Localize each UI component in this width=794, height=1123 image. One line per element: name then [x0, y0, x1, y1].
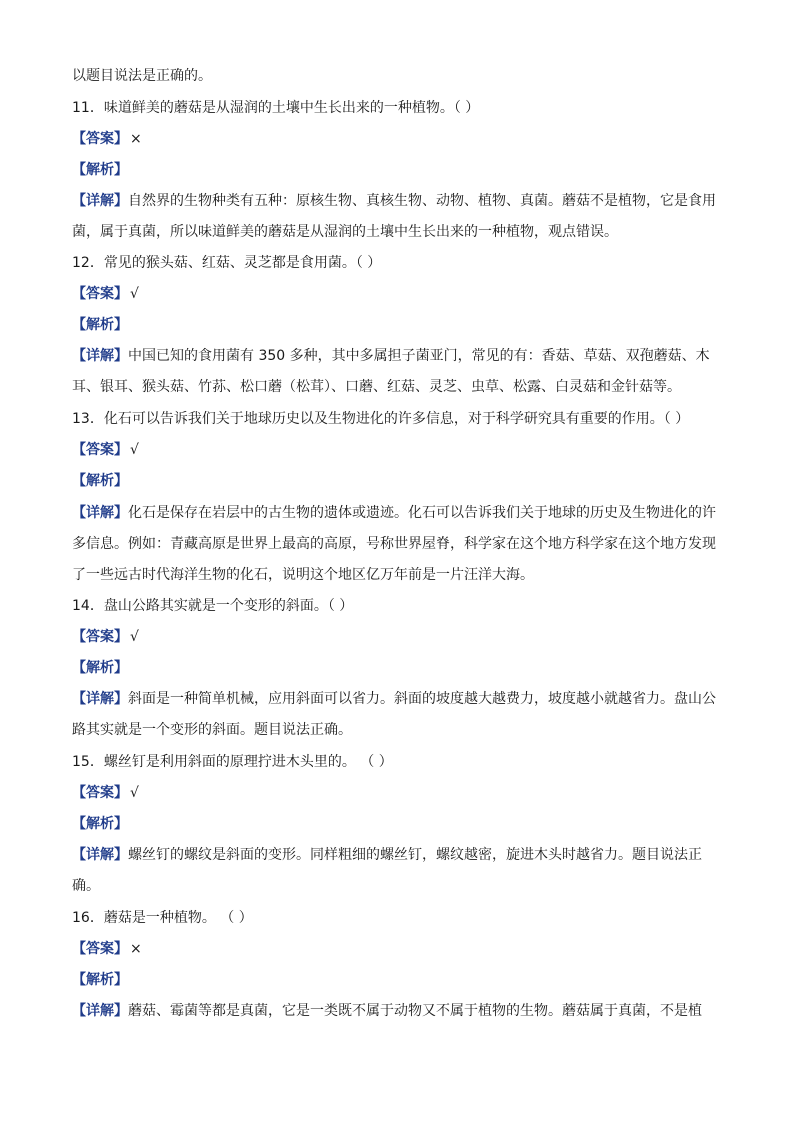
question-13: 13．化石可以告诉我们关于地球历史以及生物进化的许多信息，对于科学研究具有重要的作用。（ ） — [72, 411, 690, 427]
question-11: 11．味道鲜美的蘑菇是从湿润的土壤中生长出来的一种植物。（ ） — [72, 100, 480, 116]
question-12: 12．常见的猴头菇、红菇、灵芝都是食用菌。（ ） — [72, 255, 382, 271]
analysis-label: 【解析】 — [72, 660, 128, 676]
analysis-line — [72, 970, 722, 990]
answer-line — [72, 627, 722, 647]
answer-label: 【答案】 — [72, 442, 128, 458]
analysis-line — [72, 658, 722, 678]
analysis-label: 【解析】 — [72, 473, 128, 489]
detail-continuation: 耳、银耳、猴头菇、竹荪、松口蘑（松茸）、口蘑、红菇、灵芝、虫草、松露、白灵菇和金针菇等。 — [72, 379, 681, 395]
answer-mark: × — [130, 941, 142, 957]
detail-label: 【详解】 — [72, 348, 128, 364]
answer-label: 【答案】 — [72, 286, 128, 302]
answer-mark: √ — [130, 785, 139, 801]
detail-continuation: 多信息。例如：青藏高原是世界上最高的高原，号称世界屋脊，科学家在这个地方科学家在这个地方发现 — [72, 536, 716, 552]
analysis-line — [72, 160, 722, 180]
answer-mark: √ — [130, 442, 139, 458]
question-14: 14．盘山公路其实就是一个变形的斜面。（ ） — [72, 598, 354, 614]
answer-label: 【答案】 — [72, 941, 128, 957]
analysis-label: 【解析】 — [72, 972, 128, 988]
answer-label: 【答案】 — [72, 131, 128, 147]
answer-label: 【答案】 — [72, 629, 128, 645]
detail-label: 【详解】 — [72, 691, 128, 707]
answer-mark: √ — [130, 629, 139, 645]
detail-line: 【详解】化石是保存在岩层中的古生物的遗体或遗迹。化石可以告诉我们关于地球的历史及生物进化的许 — [72, 505, 716, 521]
answer-mark: × — [130, 131, 142, 147]
detail-label: 【详解】 — [72, 193, 128, 209]
answer-label: 【答案】 — [72, 785, 128, 801]
answer-line — [72, 939, 722, 959]
question-15: 15．螺丝钉是利用斜面的原理拧进木头里的。 （ ） — [72, 754, 393, 770]
detail-label: 【详解】 — [72, 1003, 128, 1019]
detail-line: 【详解】中国已知的食用菌有 350 多种，其中多属担子菌亚门，常见的有：香菇、草菇、双孢蘑菇、木 — [72, 348, 710, 364]
detail-line: 【详解】螺丝钉的螺纹是斜面的变形。同样粗细的螺丝钉，螺纹越密，旋进木头时越省力。题目说法正 — [72, 847, 702, 863]
text-line: 以题目说法是正确的。 — [72, 68, 212, 84]
analysis-line — [72, 471, 722, 491]
detail-continuation: 了一些远古时代海洋生物的化石，说明这个地区亿万年前是一片汪洋大海。 — [72, 567, 534, 583]
detail-line: 【详解】斜面是一种简单机械，应用斜面可以省力。斜面的坡度越大越费力，坡度越小就越省力。盘山公 — [72, 691, 716, 707]
analysis-label: 【解析】 — [72, 162, 128, 178]
answer-line — [72, 440, 722, 460]
answer-line — [72, 783, 722, 803]
detail-continuation: 菌，属于真菌，所以味道鲜美的蘑菇是从湿润的土壤中生长出来的一种植物，观点错误。 — [72, 224, 618, 240]
detail-label: 【详解】 — [72, 847, 128, 863]
analysis-label: 【解析】 — [72, 816, 128, 832]
detail-continuation: 确。 — [72, 878, 100, 894]
detail-line: 【详解】自然界的生物种类有五种：原核生物、真核生物、动物、植物、真菌。蘑菇不是植物，它是食用 — [72, 193, 716, 209]
analysis-line — [72, 814, 722, 834]
question-16: 16．蘑菇是一种植物。 （ ） — [72, 910, 253, 926]
answer-line — [72, 284, 722, 304]
analysis-line — [72, 315, 722, 335]
detail-line: 【详解】蘑菇、霉菌等都是真菌，它是一类既不属于动物又不属于植物的生物。蘑菇属于真菌，不是植 — [72, 1003, 702, 1019]
detail-label: 【详解】 — [72, 505, 128, 521]
analysis-label: 【解析】 — [72, 317, 128, 333]
answer-line — [72, 129, 722, 149]
detail-continuation: 路其实就是一个变形的斜面。题目说法正确。 — [72, 722, 352, 738]
answer-mark: √ — [130, 286, 139, 302]
